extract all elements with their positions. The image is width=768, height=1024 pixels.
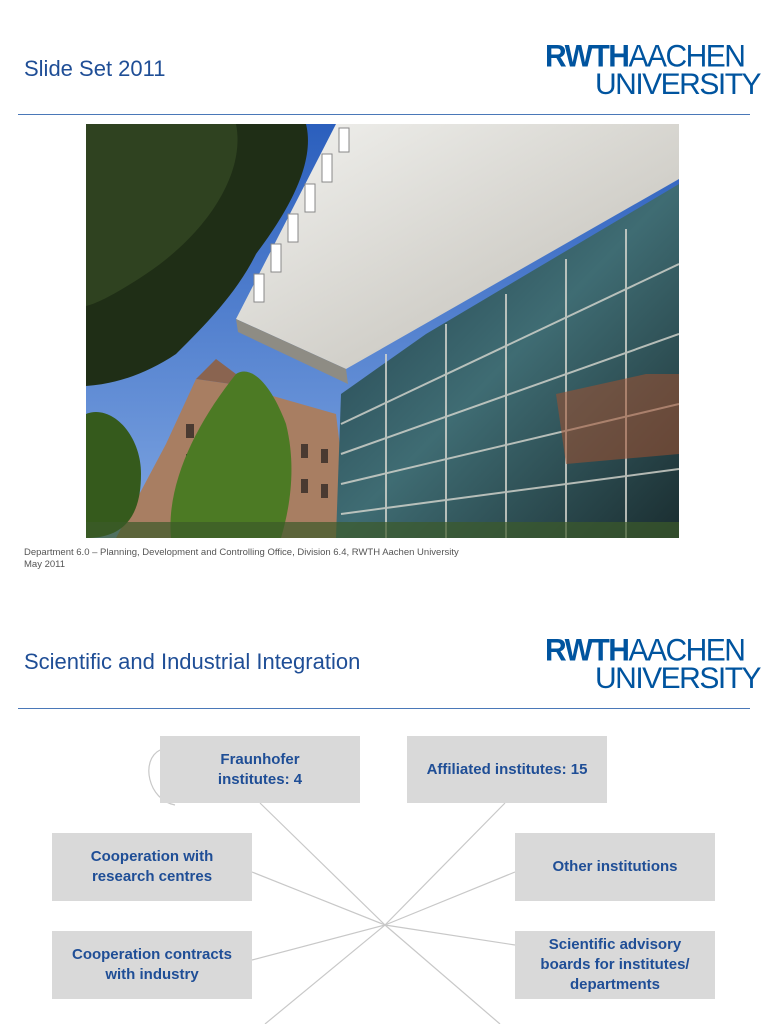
box-advisory-boards xyxy=(515,931,715,999)
logo-text-aachen: AACHEN xyxy=(628,633,745,668)
box-text: Cooperation contracts xyxy=(71,946,233,963)
box-text: Other institutions xyxy=(552,858,678,875)
photo-caption xyxy=(24,547,459,571)
logo-text-aachen: AACHEN xyxy=(628,39,745,74)
box-affiliated-institutes xyxy=(407,736,607,803)
slide-2 xyxy=(0,600,768,1024)
box-text: boards for institutes/ xyxy=(540,956,690,973)
rwth-logo xyxy=(545,39,761,101)
logo-text-university: UNIVERSITY xyxy=(595,662,761,695)
caption-department: Department 6.0 – Planning, Development and Controlling Office, Division 6.4, RWTH Aachen University xyxy=(24,547,459,558)
caption-date: May 2011 xyxy=(24,559,66,570)
logo-text-university: UNIVERSITY xyxy=(595,68,761,101)
slide-title: Slide Set 2011 xyxy=(24,56,166,81)
logo-text-rwth: RWTH xyxy=(545,39,629,74)
box-text: research centres xyxy=(91,868,213,885)
slide-title: Scientific and Industrial Integration xyxy=(24,649,361,674)
box-text: Scientific advisory xyxy=(548,936,682,953)
title-divider xyxy=(18,114,750,115)
box-text: with industry xyxy=(105,966,199,983)
box-text: Cooperation with xyxy=(90,848,214,865)
box-research-centres xyxy=(52,833,252,901)
campus-building-photo xyxy=(86,124,679,538)
box-text: departments xyxy=(569,976,661,993)
box-fraunhofer-institutes xyxy=(160,736,360,803)
logo-text-rwth: RWTH xyxy=(545,633,629,668)
box-text: Fraunhofer xyxy=(220,750,300,768)
box-other-institutions xyxy=(515,833,715,901)
box-text: institutes: 4 xyxy=(217,770,303,788)
box-industry-contracts xyxy=(52,931,252,999)
box-text: Affiliated institutes: 15 xyxy=(426,760,588,778)
